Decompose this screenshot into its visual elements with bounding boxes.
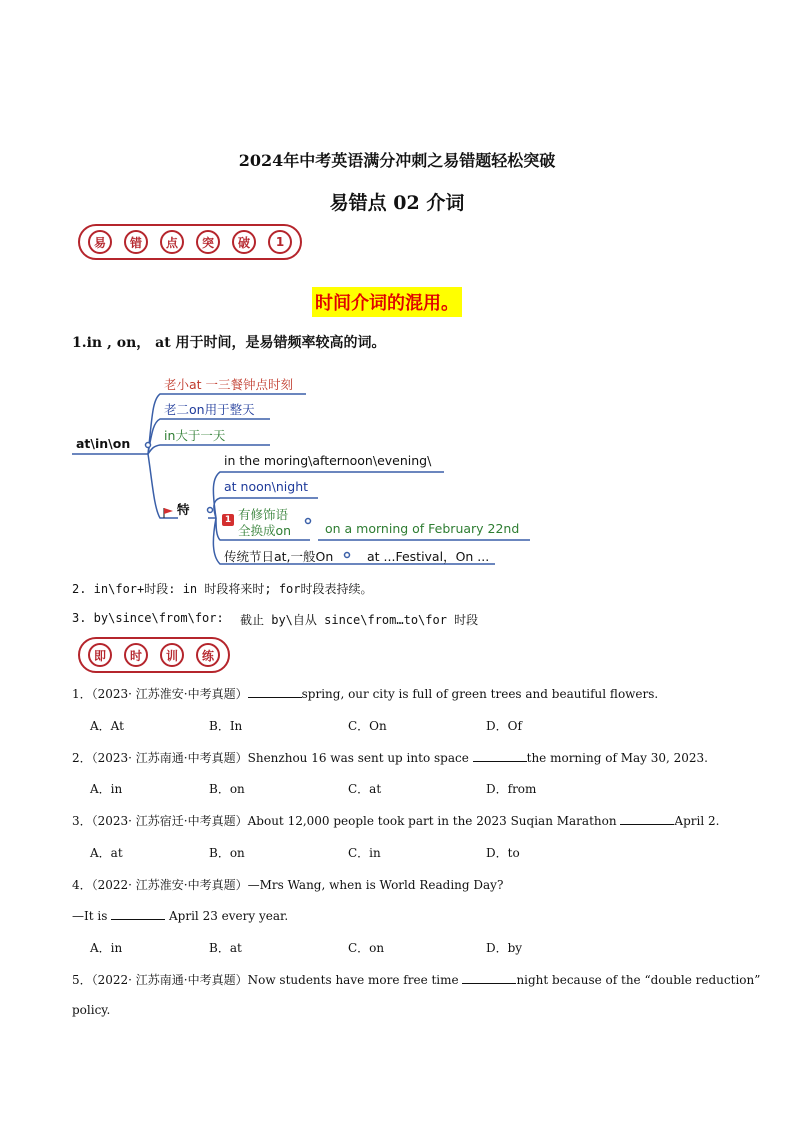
- question-text: Shenzhou 16 was sent up into space: [247, 751, 473, 765]
- option[interactable]: A．at: [90, 846, 123, 860]
- option[interactable]: D．Of: [486, 719, 522, 733]
- point-2: 2. in\for+时段: in 时段将来时; for时段表持续。: [72, 582, 373, 596]
- option[interactable]: A．in: [90, 941, 123, 955]
- option[interactable]: A．At: [90, 719, 124, 733]
- banner-char: 突: [196, 230, 220, 254]
- highlighted-heading: 时间介词的混用。: [312, 287, 462, 317]
- option[interactable]: D．from: [486, 782, 537, 796]
- question-text: About 12,000 people took part in the 2023 Suqian Marathon: [247, 814, 621, 828]
- answer-blank[interactable]: [462, 972, 516, 984]
- priority-badge: 1: [222, 514, 234, 526]
- question-source: 3．（2023· 江苏宿迁·中考真题）: [72, 814, 248, 828]
- mindmap-special-3c: on a morning of February 22nd: [325, 521, 520, 536]
- option[interactable]: C．On: [348, 719, 387, 733]
- question-5-line2: policy.: [72, 1003, 111, 1017]
- question-source: 2．（2023· 江苏南通·中考真题）: [72, 751, 248, 765]
- question-text: April 2.: [674, 814, 720, 828]
- question-3: [72, 812, 719, 829]
- banner-char: 点: [160, 230, 184, 254]
- banner-char: 即: [88, 643, 112, 667]
- section-banner-breakthrough: [78, 224, 302, 260]
- option[interactable]: A．in: [90, 782, 123, 796]
- question-1: [72, 685, 658, 702]
- mindmap-root: at\in\on: [76, 436, 131, 451]
- mindmap-branch-in: in大于一天: [164, 428, 226, 443]
- option[interactable]: C．on: [348, 941, 385, 955]
- question-4: [72, 876, 503, 893]
- mindmap-special-3b: 全换成on: [238, 523, 292, 538]
- mindmap-special-2: at noon\night: [224, 479, 309, 494]
- document-subtitle: 易错点 02 介词: [329, 192, 465, 214]
- banner-char: 1: [268, 230, 292, 254]
- banner-char: 易: [88, 230, 112, 254]
- question-source: 5．（2022· 江苏南通·中考真题）: [72, 973, 248, 987]
- mindmap-branch-on: 老二on用于整天: [164, 402, 255, 417]
- section-banner-practice: [78, 637, 230, 673]
- point-3-text: 截止 by\自从 since\from…to\for 时段: [240, 613, 479, 627]
- mindmap-special-4: 传统节日at,一般On: [224, 549, 334, 564]
- question-text: night because of the “double reduction”: [516, 973, 761, 987]
- mindmap-special-node: 特: [177, 502, 190, 517]
- option[interactable]: B．In: [209, 719, 243, 733]
- option[interactable]: B．at: [209, 941, 242, 955]
- answer-blank[interactable]: [248, 686, 302, 698]
- question-text: the morning of May 30, 2023.: [526, 751, 708, 765]
- option[interactable]: D．by: [486, 941, 523, 955]
- answer-blank[interactable]: [473, 750, 527, 762]
- question-text: Now students have more free time: [247, 973, 463, 987]
- question-source: 4．（2022· 江苏淮安·中考真题）: [72, 878, 248, 892]
- option[interactable]: B．on: [209, 782, 245, 796]
- point-3-label: 3. by\since\from\for:: [72, 611, 224, 625]
- banner-char: 训: [160, 643, 184, 667]
- answer-blank[interactable]: [111, 908, 165, 920]
- mindmap-special-4c: at ...Festival，On ...: [367, 549, 490, 564]
- question-text: spring, our city is full of green trees and beautiful flowers.: [301, 687, 659, 701]
- banner-char: 练: [196, 643, 220, 667]
- question-text: April 23 every year.: [165, 909, 289, 923]
- point-1: 1.in , on， at 用于时间，是易错频率较高的词。: [72, 335, 386, 351]
- mindmap-branch-at: 老小at 一三餐钟点时刻: [164, 377, 294, 392]
- answer-blank[interactable]: [620, 813, 674, 825]
- document-title: 2024年中考英语满分冲刺之易错题轻松突破: [238, 151, 556, 170]
- banner-char: 错: [124, 230, 148, 254]
- question-text: —It is: [72, 909, 112, 923]
- mindmap-special-1: in the moring\afternoon\evening\: [224, 453, 432, 468]
- option[interactable]: B．on: [209, 846, 245, 860]
- option[interactable]: C．at: [348, 782, 382, 796]
- option[interactable]: D．to: [486, 846, 520, 860]
- question-text: —Mrs Wang, when is World Reading Day?: [247, 878, 504, 892]
- option[interactable]: C．in: [348, 846, 381, 860]
- question-2: [72, 749, 708, 766]
- question-4-line2: [72, 908, 288, 923]
- banner-char: 时: [124, 643, 148, 667]
- mindmap-special-3a: 有修饰语: [238, 507, 289, 522]
- question-source: 1．（2023· 江苏淮安·中考真题）: [72, 687, 248, 701]
- question-5: [72, 971, 760, 988]
- banner-char: 破: [232, 230, 256, 254]
